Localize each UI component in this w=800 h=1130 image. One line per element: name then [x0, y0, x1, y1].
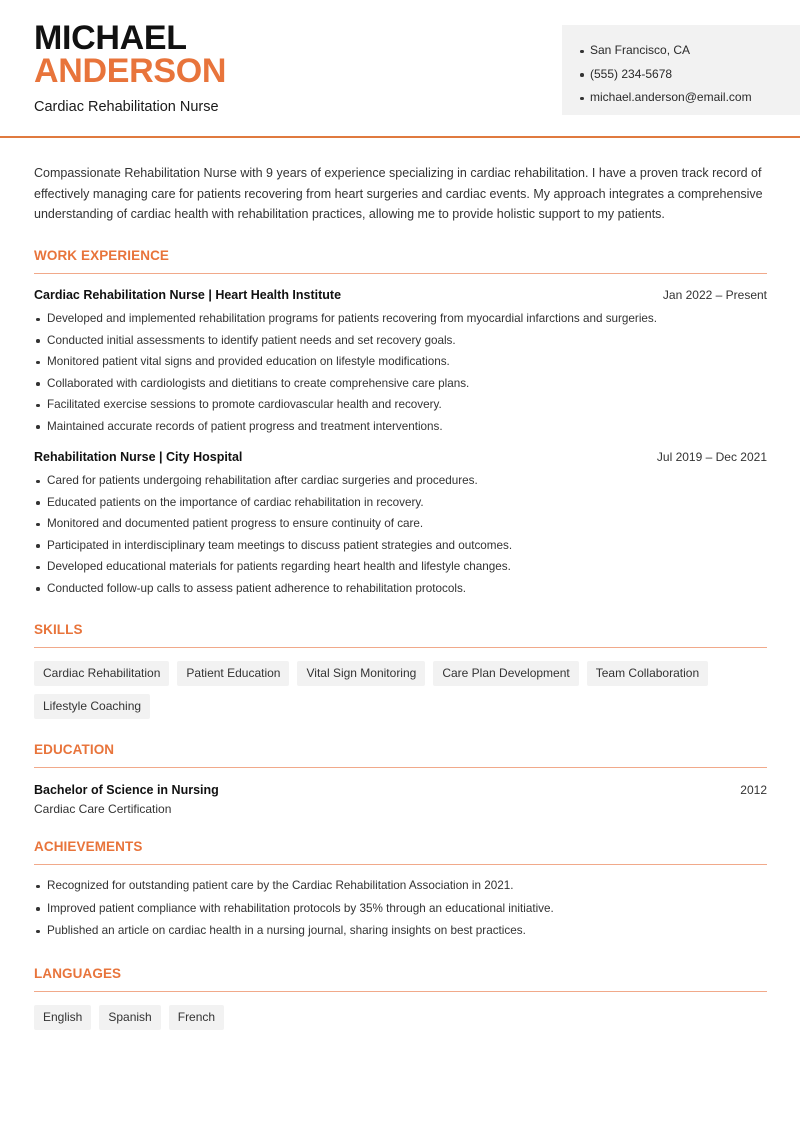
bullet-item: Monitored patient vital signs and provided education on lifestyle modifications. — [34, 351, 767, 373]
skill-tag: Lifestyle Coaching — [34, 694, 150, 719]
bullet-item: Participated in interdisciplinary team meetings to discuss patient strategies and outcomes. — [34, 535, 767, 557]
section-title-languages: LANGUAGES — [34, 966, 767, 992]
skills-section — [34, 622, 767, 719]
resume-body — [0, 163, 800, 1030]
achievement-list — [34, 875, 767, 943]
section-title-work-experience: WORK EXPERIENCE — [34, 248, 767, 274]
job-dates: Jul 2019 – Dec 2021 — [656, 450, 767, 465]
language-tag: Spanish — [99, 1005, 160, 1030]
language-tags — [34, 1005, 767, 1030]
language-tag: French — [169, 1005, 224, 1030]
resume-header — [0, 0, 800, 138]
section-title-achievements: ACHIEVEMENTS — [34, 839, 767, 865]
section-title-education: EDUCATION — [34, 742, 767, 768]
skill-tag: Vital Sign Monitoring — [297, 661, 425, 686]
job-entry — [34, 450, 767, 599]
bullet-item: Educated patients on the importance of cardiac rehabilitation in recovery. — [34, 492, 767, 514]
skill-tag: Team Collaboration — [587, 661, 708, 686]
job-dates: Jan 2022 – Present — [662, 288, 767, 303]
contact-email[interactable]: michael.anderson@email.com — [580, 86, 800, 110]
achievement-item: Improved patient compliance with rehabilitation protocols by 35% through an educational initiative. — [34, 898, 767, 921]
bullet-item: Conducted follow-up calls to assess patient adherence to rehabilitation protocols. — [34, 578, 767, 600]
bullet-item: Conducted initial assessments to identify patient needs and set recovery goals. — [34, 330, 767, 352]
job-role: Rehabilitation Nurse | City Hospital — [34, 450, 243, 465]
first-name: MICHAEL — [34, 19, 187, 57]
achievements-section — [34, 839, 767, 943]
section-title-skills: SKILLS — [34, 622, 767, 648]
skill-tag: Cardiac Rehabilitation — [34, 661, 169, 686]
certification: Cardiac Care Certification — [34, 802, 172, 817]
job-entry — [34, 288, 767, 437]
job-title: Cardiac Rehabilitation Nurse — [34, 99, 219, 115]
job-bullets — [34, 308, 767, 437]
contact-box — [562, 25, 800, 115]
candidate-name — [34, 19, 227, 90]
bullet-item: Developed and implemented rehabilitation programs for patients recovering from myocardial infarctions and surgeries. — [34, 308, 767, 330]
bullet-item: Collaborated with cardiologists and dietitians to create comprehensive care plans. — [34, 373, 767, 395]
graduation-year: 2012 — [740, 783, 767, 798]
job-role: Cardiac Rehabilitation Nurse | Heart Health Institute — [34, 288, 342, 303]
skill-tag: Patient Education — [177, 661, 289, 686]
bullet-item: Maintained accurate records of patient progress and treatment interventions. — [34, 416, 767, 438]
achievement-item: Published an article on cardiac health in a nursing journal, sharing insights on best practices. — [34, 920, 767, 943]
bullet-item: Cared for patients undergoing rehabilitation after cardiac surgeries and procedures. — [34, 470, 767, 492]
bullet-item: Facilitated exercise sessions to promote cardiovascular health and recovery. — [34, 394, 767, 416]
contact-phone: (555) 234-5678 — [580, 63, 800, 87]
skill-tag: Care Plan Development — [433, 661, 578, 686]
contact-location: San Francisco, CA — [580, 39, 800, 63]
education-section — [34, 742, 767, 816]
language-tag: English — [34, 1005, 91, 1030]
bullet-item: Developed educational materials for patients regarding heart health and lifestyle changes. — [34, 556, 767, 578]
bullet-item: Monitored and documented patient progress to ensure continuity of care. — [34, 513, 767, 535]
education-entry — [34, 783, 767, 816]
achievement-item: Recognized for outstanding patient care by the Cardiac Rehabilitation Association in 2021. — [34, 875, 767, 898]
skills-tags — [34, 661, 767, 719]
last-name: ANDERSON — [34, 52, 227, 90]
degree: Bachelor of Science in Nursing — [34, 783, 219, 798]
languages-section — [34, 966, 767, 1030]
summary-paragraph: Compassionate Rehabilitation Nurse with 9 years of experience specializing in cardiac rehabilitation. I have a proven track record of effectively managing care for patients recovering from heart surgeries and cardiac events. My approach integrates a comprehensive understanding of cardiac health with rehabilitation practices, allowing me to provide holistic support to my patients. — [34, 166, 763, 222]
job-bullets — [34, 470, 767, 599]
work-experience-section — [34, 248, 767, 599]
